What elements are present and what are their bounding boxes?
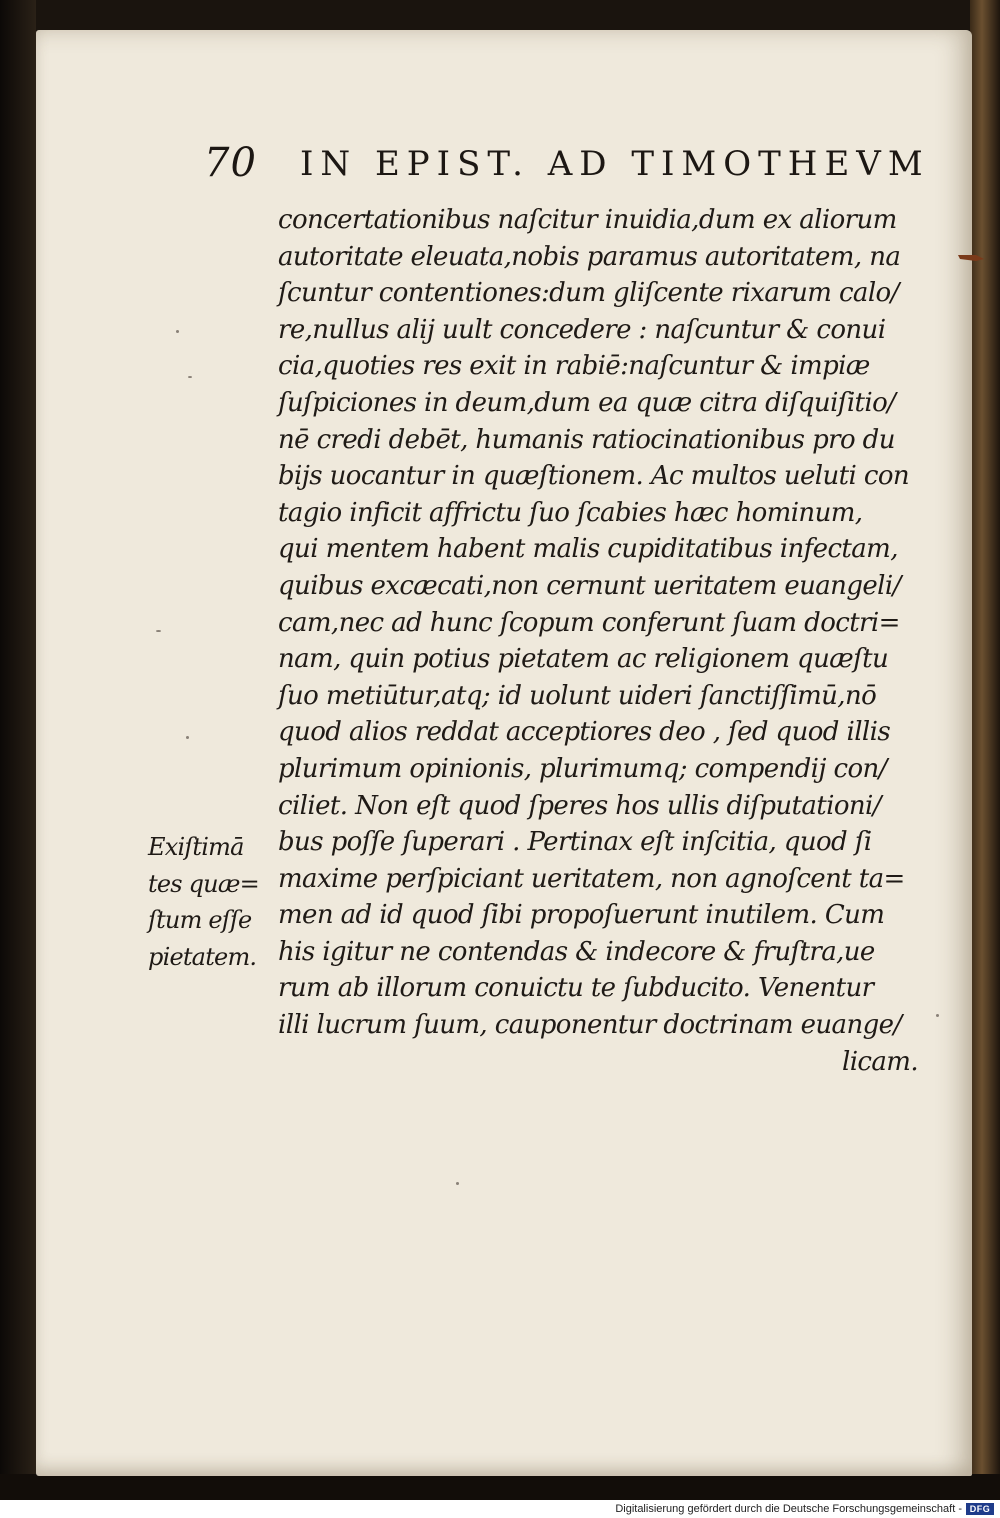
marginal-note-line: ſtum eſſe — [148, 906, 252, 935]
text-line: his igitur ne contendas & indecore & fruſtra,ue — [278, 936, 875, 967]
text-line: autoritate eleuata,nobis paramus autoritatem, na — [278, 241, 901, 272]
marginal-note — [148, 829, 280, 975]
marginal-note-line: Exiſtimā — [148, 833, 244, 861]
text-line: nē credi debēt, humanis ratiocinationibus pro du — [278, 424, 895, 455]
text-line: tagio inficit affrictu ſuo ſcabies hæc hominum, — [278, 497, 863, 528]
book-edge-bottom — [0, 1474, 1000, 1500]
text-line: ſcuntur contentiones:dum gliſcente rixarum calo/ — [278, 278, 899, 309]
marginal-note-line: pietatem. — [148, 942, 257, 971]
paper-speck — [936, 1014, 939, 1017]
running-head-title: IN EPIST. AD TIMOTHEVM — [300, 144, 930, 184]
text-line: rum ab illorum conuictu te ſubducito. Venentur — [278, 973, 874, 1004]
text-line-final: licam. — [841, 1046, 918, 1077]
text-line: quod alios reddat acceptiores deo , ſed quod illis — [278, 717, 891, 748]
paper-speck — [188, 376, 192, 378]
funding-credit: Digitalisierung gefördert durch die Deutsche Forschungsgemeinschaft - — [615, 1503, 962, 1515]
text-line: illi lucrum ſuum, cauponentur doctrinam euange/ — [278, 1010, 902, 1041]
paper-speck — [456, 1182, 459, 1185]
text-line: concertationibus naſcitur inuidia,dum ex aliorum — [278, 205, 897, 235]
book-edge-left — [0, 0, 36, 1500]
running-head — [204, 140, 964, 190]
text-line: nam, quin potius pietatem ac religionem quæſtu — [278, 644, 889, 675]
text-line: men ad id quod ſibi propoſuerunt inutilem. Cum — [278, 900, 885, 931]
text-line: ſuo metiūtur,atq; id uolunt uideri ſanctiſſimū,nō — [278, 680, 877, 711]
text-line: ſuſpiciones in deum,dum ea quæ citra diſquiſitio/ — [278, 387, 896, 418]
text-line: bus poſſe ſuperari . Pertinax eſt inſcitia, quod ſi — [278, 827, 872, 858]
text-line: quibus excæcati,non cernunt ueritatem euangeli/ — [278, 570, 901, 601]
book-edge-right — [970, 0, 1000, 1500]
text-line: bijs uocantur in quæſtionem. Ac multos ueluti con — [278, 461, 910, 492]
dfg-logo: DFG — [966, 1503, 994, 1515]
page-number: 70 — [204, 140, 257, 186]
text-line: ciliet. Non eſt quod ſperes hos ullis diſputationi/ — [278, 790, 881, 821]
paper-speck — [176, 330, 179, 333]
text-line: re,nullus alij uult concedere : naſcuntur & conui — [278, 314, 886, 345]
paper-speck — [186, 736, 189, 739]
text-line: qui mentem habent malis cupiditatibus infectam, — [278, 534, 898, 565]
body-text — [278, 202, 918, 1080]
paper-speck — [156, 630, 161, 632]
text-line: plurimum opinionis, plurimumq; compendij con/ — [278, 753, 887, 784]
text-line: maxime perſpiciant ueritatem, non agnoſcent ta= — [278, 863, 905, 894]
text-line: cam,nec ad hunc ſcopum conferunt ſuam doctri= — [278, 607, 900, 638]
bookmark-mark — [958, 252, 984, 262]
marginal-note-line: tes quæ= — [148, 869, 259, 898]
text-line: cia,quoties res exit in rabiē:naſcuntur & impiæ — [278, 351, 870, 382]
footer-bar — [0, 1500, 1000, 1518]
